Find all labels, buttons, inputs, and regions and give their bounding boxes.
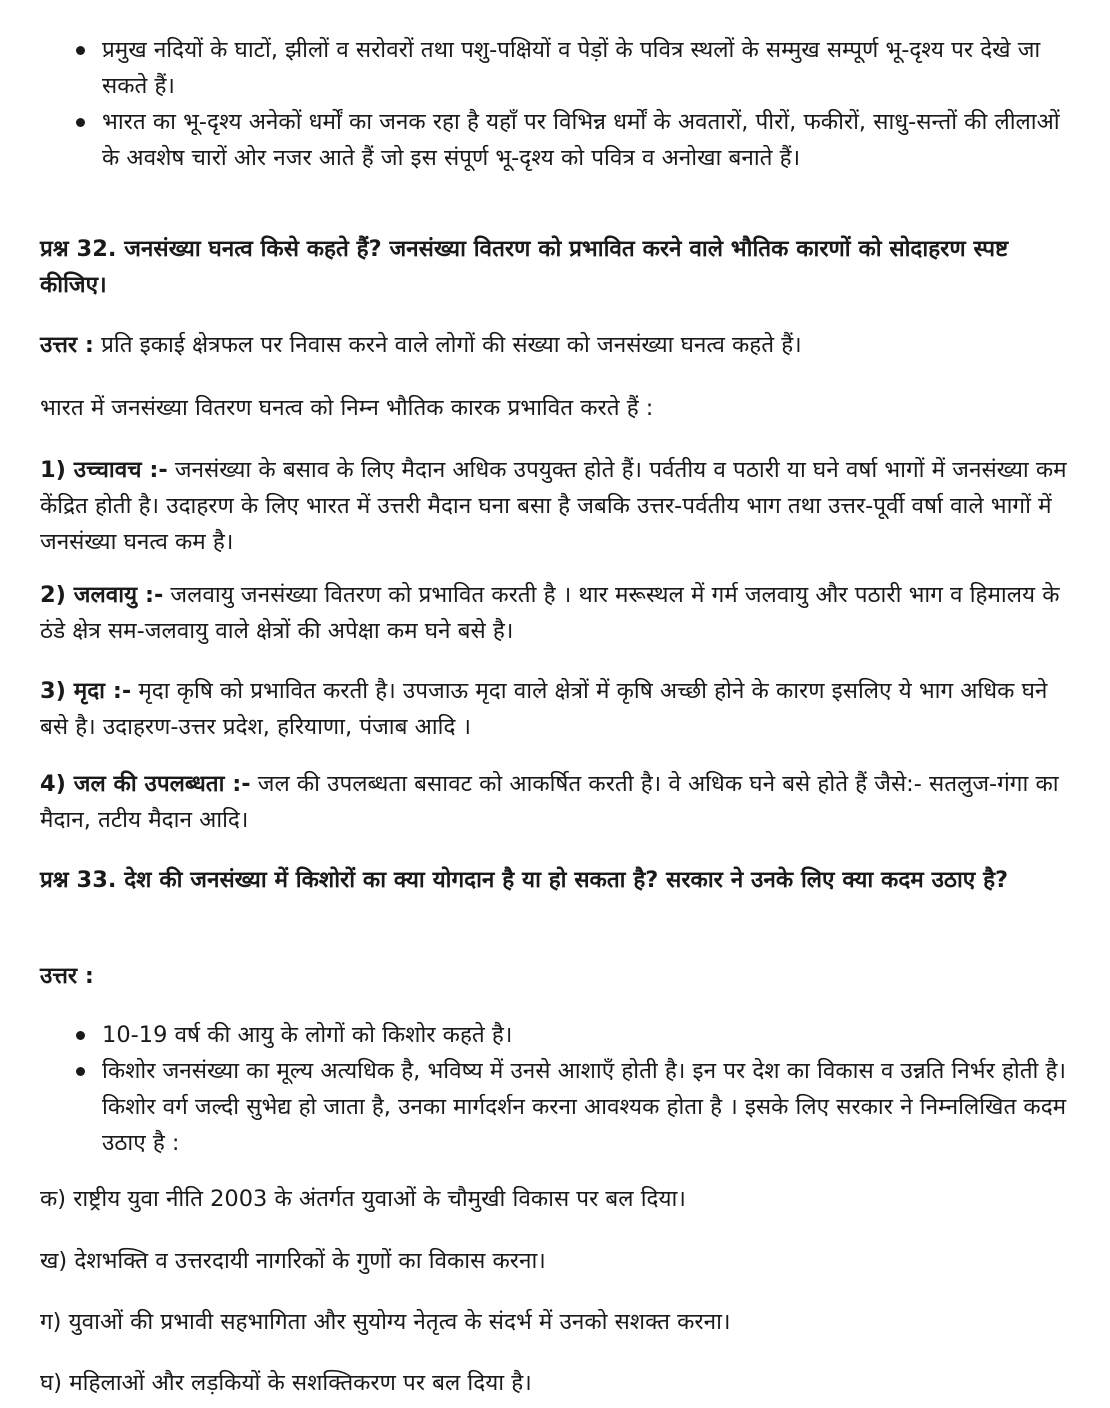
question-32-heading: प्रश्न 32. जनसंख्या घनत्व किसे कहते हैं? जनसंख्या वितरण को प्रभावित करने वाले भौतिक कारणों को सोदाहरण स्पष्ट कीजिए। (40, 236, 1009, 298)
point-label: 2) जलवायु :- (40, 582, 164, 608)
point-text: जनसंख्या के बसाव के लिए मैदान अधिक उपयुक्त होते हैं। पर्वतीय व पठारी या घने वर्षा भागों में जनसंख्या कम केंद्रित होती है। उदाहरण के लिए भारत में उत्तरी मैदान घना बसा है जबकि उत्तर-पर्वतीय भाग तथा उत्तर-पूर्वी वर्षा वाले भागों में जनसंख्या घनत्व कम है। (40, 457, 1067, 555)
point-text: जल की उपलब्धता बसावट को आकर्षित करती है। वे अधिक घने बसे होते हैं जैसे:- सतलुज-गंगा का मैदान, तटीय मैदान आदि। (40, 771, 1059, 833)
step-ka: क) राष्ट्रीय युवा नीति 2003 के अंतर्गत युवाओं के चौमुखी विकास पर बल दिया। (40, 1186, 686, 1212)
point-2 (40, 577, 1072, 649)
answer-text: प्रति इकाई क्षेत्रफल पर निवास करने वाले लोगों की संख्या को जनसंख्या घनत्व कहते हैं। (93, 332, 802, 358)
question-33-heading: प्रश्न 33. देश की जनसंख्या में किशोरों का क्या योगदान है या हो सकता है? सरकार ने उनके लिए क्या कदम उठाए है? (40, 867, 1009, 893)
point-text: जलवायु जनसंख्या वितरण को प्रभावित करती है । थार मरूस्थल में गर्म जलवायु और पठारी भाग व हिमालय के ठंडे क्षेत्र सम-जलवायु वाले क्षेत्रों की अपेक्षा कम घने बसे है। (40, 582, 1060, 644)
list-item: किशोर जनसंख्या का मूल्य अत्यधिक है, भविष्य में उनसे आशाएँ होती है। इन पर देश का विकास व उन्नति निर्भर होती है। किशोर वर्ग जल्दी सुभेद्य हो जाता है, उनका मार्गदर्शन करना आवश्यक होता है । इसके लिए सरकार ने निम्नलिखित कदम उठाए है : (102, 1053, 1072, 1161)
list-item: भारत का भू-दृश्य अनेकों धर्मों का जनक रहा है यहाँ पर विभिन्न धर्मों के अवतारों, पीरों, फकीरों, साधु-सन्तों की लीलाओं के अवशेष चारों ओर नजर आते हैं जो इस संपूर्ण भू-दृश्य को पवित्र व अनोखा बनाते हैं। (102, 104, 1072, 176)
step-kha: ख) देशभक्ति व उत्तरदायी नागरिकों के गुणों का विकास करना। (40, 1248, 546, 1274)
point-label: 3) मृदा :- (40, 678, 132, 704)
point-text: मृदा कृषि को प्रभावित करती है। उपजाऊ मृदा वाले क्षेत्रों में कृषि अच्छी होने के कारण इसलिए ये भाग अधिक घने बसे है। उदाहरण-उत्तर प्रदेश, हरियाणा, पंजाब आदि । (40, 678, 1048, 740)
point-label: 1) उच्चावच :- (40, 457, 168, 483)
step-ga: ग) युवाओं की प्रभावी सहभागिता और सुयोग्य नेतृत्व के संदर्भ में उनको सशक्त करना। (40, 1309, 731, 1335)
q33-bullet-list (40, 1017, 1072, 1161)
list-item: प्रमुख नदियों के घाटों, झीलों व सरोवरों तथा पशु-पक्षियों व पेड़ों के पवित्र स्थलों के सम्मुख सम्पूर्ण भू-दृश्य पर देखे जा सकते हैं। (102, 32, 1072, 104)
point-3 (40, 673, 1072, 745)
step-gha: घ) महिलाओं और लड़कियों के सशक्तिकरण पर बल दिया है। (40, 1370, 532, 1396)
q32-intro: भारत में जनसंख्या वितरण घनत्व को निम्न भौतिक कारक प्रभावित करते हैं : (40, 395, 654, 421)
answer-label: उत्तर : (40, 332, 94, 358)
list-item: 10-19 वर्ष की आयु के लोगों को किशोर कहते है। (102, 1017, 1072, 1053)
q33-answer-label: उत्तर : (40, 963, 94, 989)
point-4 (40, 766, 1072, 838)
point-label: 4) जल की उपलब्धता :- (40, 771, 251, 797)
point-1 (40, 452, 1072, 560)
q32-answer (40, 327, 1072, 363)
top-bullet-list (40, 32, 1072, 176)
